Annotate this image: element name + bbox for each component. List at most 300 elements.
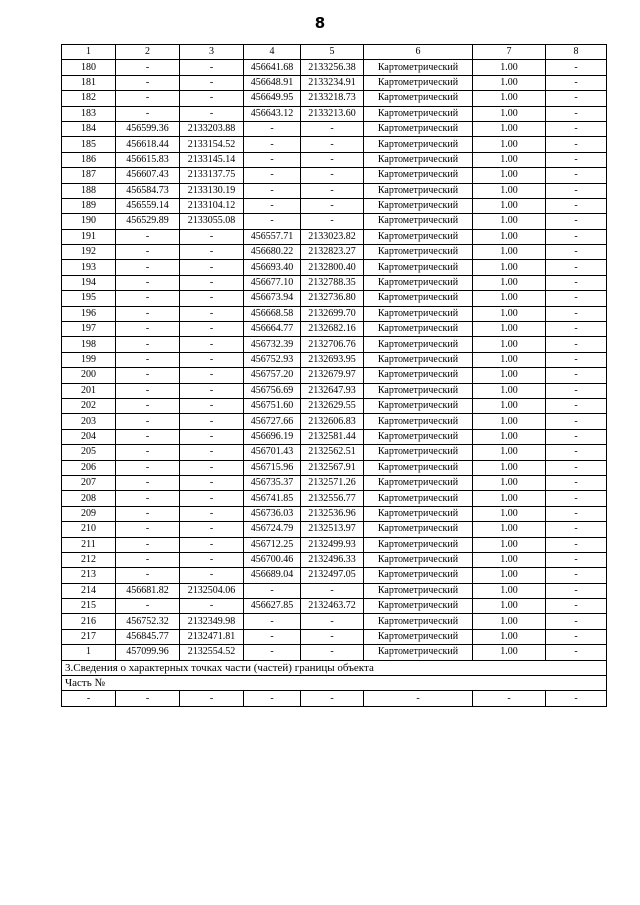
table-cell: - <box>180 691 244 706</box>
table-row <box>62 291 607 306</box>
table-cell: - <box>180 383 244 398</box>
table-cell: 183 <box>62 106 116 121</box>
table-cell: Картометрический <box>364 183 473 198</box>
table-cell: - <box>546 522 607 537</box>
table-row <box>62 552 607 567</box>
table-cell: 456618.44 <box>116 137 180 152</box>
table-cell: - <box>301 198 364 213</box>
table-cell: Картометрический <box>364 599 473 614</box>
table-cell: - <box>364 691 473 706</box>
table-cell: - <box>546 583 607 598</box>
table-row <box>62 614 607 629</box>
table-cell: - <box>180 368 244 383</box>
table-row <box>62 106 607 121</box>
table-cell: - <box>546 537 607 552</box>
table-cell: - <box>180 552 244 567</box>
table-row <box>62 475 607 490</box>
table-cell: - <box>180 106 244 121</box>
table-cell: - <box>116 291 180 306</box>
table-cell: Картометрический <box>364 137 473 152</box>
table-cell: - <box>244 121 301 136</box>
table-cell: - <box>180 291 244 306</box>
table-row <box>62 337 607 352</box>
table-cell: 456845.77 <box>116 629 180 644</box>
table-cell: - <box>546 691 607 706</box>
table-cell: - <box>546 337 607 352</box>
table-cell: - <box>301 629 364 644</box>
table-cell: - <box>546 568 607 583</box>
section-3-title <box>62 660 607 675</box>
table-cell: Картометрический <box>364 629 473 644</box>
table-cell: - <box>301 168 364 183</box>
table-cell: - <box>116 75 180 90</box>
table-cell: 457099.96 <box>116 645 180 660</box>
table-row <box>62 137 607 152</box>
table-cell: 456712.25 <box>244 537 301 552</box>
table-cell: 456715.96 <box>244 460 301 475</box>
section-3-title-text: 3.Сведения о характерных точках части (частей) границы объекта <box>62 660 607 675</box>
table-cell: 2132562.51 <box>301 445 364 460</box>
table-cell: 213 <box>62 568 116 583</box>
table-row <box>62 275 607 290</box>
table-cell: 2132556.77 <box>301 491 364 506</box>
table-cell: Картометрический <box>364 506 473 521</box>
table-row <box>62 460 607 475</box>
table-cell: - <box>546 368 607 383</box>
table-cell: - <box>546 137 607 152</box>
table-row <box>62 168 607 183</box>
table-cell: 456641.68 <box>244 60 301 75</box>
table-cell: 456689.04 <box>244 568 301 583</box>
table-cell: 1.00 <box>473 429 546 444</box>
table-cell: - <box>180 429 244 444</box>
table-cell: - <box>116 91 180 106</box>
table-cell: - <box>546 91 607 106</box>
table-cell: 187 <box>62 168 116 183</box>
table-cell: - <box>180 460 244 475</box>
table-cell: 191 <box>62 229 116 244</box>
table-cell: 184 <box>62 121 116 136</box>
table-cell: 2132463.72 <box>301 599 364 614</box>
table-cell: 1.00 <box>473 491 546 506</box>
table-cell: 2132706.76 <box>301 337 364 352</box>
table-cell: 2132471.81 <box>180 629 244 644</box>
table-cell: 2132788.35 <box>301 275 364 290</box>
table-cell: 1.00 <box>473 121 546 136</box>
table-cell: 1.00 <box>473 414 546 429</box>
table-cell: 1.00 <box>473 260 546 275</box>
table-cell: 2133213.60 <box>301 106 364 121</box>
table-cell: 2133104.12 <box>180 198 244 213</box>
table-cell: 8 <box>546 45 607 60</box>
table-cell: 214 <box>62 583 116 598</box>
table-cell: - <box>546 429 607 444</box>
table-cell: 2133145.14 <box>180 152 244 167</box>
table-cell: - <box>116 429 180 444</box>
table-cell: - <box>116 568 180 583</box>
table-cell: 1 <box>62 645 116 660</box>
table-cell: 1.00 <box>473 229 546 244</box>
table-cell: 2132513.97 <box>301 522 364 537</box>
table-cell: - <box>546 260 607 275</box>
table-cell: 1.00 <box>473 291 546 306</box>
table-row <box>62 152 607 167</box>
table-cell: 456648.91 <box>244 75 301 90</box>
table-cell: 1.00 <box>473 537 546 552</box>
table-cell: 189 <box>62 198 116 213</box>
table-cell: - <box>244 152 301 167</box>
table-cell: - <box>546 322 607 337</box>
table-cell: Картометрический <box>364 152 473 167</box>
table-cell: Картометрический <box>364 352 473 367</box>
table-cell: - <box>546 152 607 167</box>
table-cell: 1.00 <box>473 614 546 629</box>
table-cell: 456751.60 <box>244 398 301 413</box>
table-header-row <box>62 45 607 60</box>
table-cell: 456741.85 <box>244 491 301 506</box>
table-cell: 456724.79 <box>244 522 301 537</box>
table-row <box>62 306 607 321</box>
table-cell: 201 <box>62 383 116 398</box>
table-cell: 456643.12 <box>244 106 301 121</box>
table-cell: - <box>301 183 364 198</box>
table-cell: - <box>116 260 180 275</box>
table-cell: 2133154.52 <box>180 137 244 152</box>
table-cell: 2132736.80 <box>301 291 364 306</box>
table-cell: - <box>180 398 244 413</box>
table-cell: 195 <box>62 291 116 306</box>
table-cell: 1.00 <box>473 91 546 106</box>
table-cell: 2132536.96 <box>301 506 364 521</box>
table-cell: 2132497.05 <box>301 568 364 583</box>
table-cell: 1.00 <box>473 352 546 367</box>
table-cell: 1.00 <box>473 583 546 598</box>
table-cell: Картометрический <box>364 121 473 136</box>
table-cell: - <box>116 275 180 290</box>
table-cell: Картометрический <box>364 229 473 244</box>
table-cell: 456559.14 <box>116 198 180 213</box>
table-cell: 199 <box>62 352 116 367</box>
table-cell: 2132581.44 <box>301 429 364 444</box>
table-cell: 1.00 <box>473 152 546 167</box>
table-row <box>62 629 607 644</box>
table-cell: 210 <box>62 522 116 537</box>
table-row <box>62 599 607 614</box>
table-cell: - <box>116 352 180 367</box>
table-cell: 2132629.55 <box>301 398 364 413</box>
table-cell: - <box>180 229 244 244</box>
table-cell: - <box>546 645 607 660</box>
table-cell: 1.00 <box>473 599 546 614</box>
table-cell: 1.00 <box>473 322 546 337</box>
table-cell: - <box>180 599 244 614</box>
table-cell: - <box>116 475 180 490</box>
table-row <box>62 75 607 90</box>
page-number: 8 <box>314 14 326 32</box>
table-cell: - <box>301 614 364 629</box>
table-cell: - <box>180 506 244 521</box>
table-cell: 1.00 <box>473 398 546 413</box>
table-cell: - <box>244 214 301 229</box>
table-cell: - <box>546 599 607 614</box>
table-cell: - <box>180 260 244 275</box>
table-cell: - <box>546 398 607 413</box>
table-cell: 200 <box>62 368 116 383</box>
table-row <box>62 91 607 106</box>
table-cell: 2132349.98 <box>180 614 244 629</box>
table-cell: - <box>546 75 607 90</box>
table-cell: Картометрический <box>364 645 473 660</box>
table-cell: 1.00 <box>473 106 546 121</box>
table-cell: - <box>473 691 546 706</box>
table-row <box>62 183 607 198</box>
table-cell: - <box>180 475 244 490</box>
table-cell: 2132606.83 <box>301 414 364 429</box>
table-cell: 208 <box>62 491 116 506</box>
table-cell: 1.00 <box>473 198 546 213</box>
table-cell: 1.00 <box>473 306 546 321</box>
table-cell: 2132682.16 <box>301 322 364 337</box>
table-cell: 456735.37 <box>244 475 301 490</box>
table-cell: - <box>180 445 244 460</box>
table-cell: 2132699.70 <box>301 306 364 321</box>
table-cell: 2132496.33 <box>301 552 364 567</box>
table-cell: Картометрический <box>364 583 473 598</box>
table-cell: 204 <box>62 429 116 444</box>
table-cell: 193 <box>62 260 116 275</box>
table-row <box>62 522 607 537</box>
table-cell: - <box>546 552 607 567</box>
table-cell: - <box>116 552 180 567</box>
table-row <box>62 60 607 75</box>
table-cell: 2133130.19 <box>180 183 244 198</box>
table-cell: 206 <box>62 460 116 475</box>
table-cell: Картометрический <box>364 306 473 321</box>
part-number-row-text: Часть № <box>62 676 607 691</box>
table-cell: 6 <box>364 45 473 60</box>
table-cell: - <box>180 91 244 106</box>
table-cell: 209 <box>62 506 116 521</box>
table-cell: 456649.95 <box>244 91 301 106</box>
table-row <box>62 260 607 275</box>
table-cell: - <box>62 691 116 706</box>
table-cell: - <box>116 306 180 321</box>
table-cell: - <box>116 398 180 413</box>
table-cell: Картометрический <box>364 568 473 583</box>
table-cell: Картометрический <box>364 60 473 75</box>
table-cell: 190 <box>62 214 116 229</box>
table-cell: - <box>301 214 364 229</box>
table-cell: 1.00 <box>473 445 546 460</box>
table-cell: Картометрический <box>364 383 473 398</box>
table-cell: - <box>546 445 607 460</box>
table-cell: 2132567.91 <box>301 460 364 475</box>
table-row <box>62 245 607 260</box>
table-cell: 203 <box>62 414 116 429</box>
table-row <box>62 568 607 583</box>
table-cell: 456607.43 <box>116 168 180 183</box>
table-cell: - <box>180 275 244 290</box>
table-cell: - <box>116 383 180 398</box>
table-cell: 1.00 <box>473 368 546 383</box>
table-cell: Картометрический <box>364 552 473 567</box>
table-cell: 2133256.38 <box>301 60 364 75</box>
table-row <box>62 429 607 444</box>
table-cell: Картометрический <box>364 260 473 275</box>
table-cell: 1.00 <box>473 60 546 75</box>
table-cell: - <box>244 614 301 629</box>
table-cell: - <box>546 245 607 260</box>
table-cell: Картометрический <box>364 522 473 537</box>
table-cell: 1.00 <box>473 245 546 260</box>
table-cell: 211 <box>62 537 116 552</box>
table-cell: 2132800.40 <box>301 260 364 275</box>
table-row <box>62 414 607 429</box>
table-cell: - <box>546 383 607 398</box>
table-cell: - <box>180 491 244 506</box>
table-row <box>62 368 607 383</box>
table-cell: 456615.83 <box>116 152 180 167</box>
table-cell: - <box>546 414 607 429</box>
table-cell: 2133234.91 <box>301 75 364 90</box>
table-cell: 456757.20 <box>244 368 301 383</box>
table-cell: - <box>180 322 244 337</box>
table-cell: Картометрический <box>364 91 473 106</box>
table-cell: - <box>244 645 301 660</box>
table-cell: - <box>116 522 180 537</box>
table-cell: - <box>546 168 607 183</box>
table-row <box>62 537 607 552</box>
table-cell: - <box>116 322 180 337</box>
table-cell: 2132554.52 <box>180 645 244 660</box>
table-row <box>62 198 607 213</box>
table-cell: 1.00 <box>473 460 546 475</box>
table-cell: - <box>546 291 607 306</box>
table-row <box>62 645 607 660</box>
table-cell: - <box>301 583 364 598</box>
table-row <box>62 445 607 460</box>
table-cell: - <box>244 583 301 598</box>
table-row <box>62 691 607 706</box>
table-cell: 196 <box>62 306 116 321</box>
table-cell: - <box>244 691 301 706</box>
table-cell: - <box>180 306 244 321</box>
table-cell: - <box>180 75 244 90</box>
table-cell: 198 <box>62 337 116 352</box>
table-cell: 5 <box>301 45 364 60</box>
table-cell: 2132693.95 <box>301 352 364 367</box>
table-cell: 1.00 <box>473 629 546 644</box>
table-cell: - <box>180 352 244 367</box>
table-cell: 2133137.75 <box>180 168 244 183</box>
table-row <box>62 229 607 244</box>
table-cell: 1.00 <box>473 137 546 152</box>
table-cell: 4 <box>244 45 301 60</box>
table-cell: 456677.10 <box>244 275 301 290</box>
table-cell: Картометрический <box>364 414 473 429</box>
table-cell: Картометрический <box>364 537 473 552</box>
table-cell: - <box>116 506 180 521</box>
table-cell: - <box>116 368 180 383</box>
table-cell: - <box>546 506 607 521</box>
table-cell: 216 <box>62 614 116 629</box>
table-cell: - <box>116 691 180 706</box>
table-cell: - <box>244 183 301 198</box>
table-cell: Картометрический <box>364 106 473 121</box>
table-row <box>62 121 607 136</box>
table-cell: - <box>546 121 607 136</box>
table-cell: 217 <box>62 629 116 644</box>
table-cell: - <box>116 229 180 244</box>
table-cell: 186 <box>62 152 116 167</box>
table-cell: - <box>301 645 364 660</box>
table-cell: - <box>116 460 180 475</box>
table-cell: 456693.40 <box>244 260 301 275</box>
table-row <box>62 398 607 413</box>
table-row <box>62 383 607 398</box>
table-cell: - <box>546 275 607 290</box>
table-cell: - <box>546 60 607 75</box>
table-cell: - <box>546 106 607 121</box>
table-cell: 1.00 <box>473 183 546 198</box>
table-cell: 1.00 <box>473 552 546 567</box>
table-cell: - <box>546 614 607 629</box>
table-cell: Картометрический <box>364 291 473 306</box>
table-cell: - <box>116 106 180 121</box>
table-cell: 180 <box>62 60 116 75</box>
part-number-row <box>62 676 607 691</box>
table-cell: 456584.73 <box>116 183 180 198</box>
table-cell: 1 <box>62 45 116 60</box>
table-cell: 456752.32 <box>116 614 180 629</box>
table-cell: - <box>546 198 607 213</box>
table-cell: Картометрический <box>364 75 473 90</box>
table-cell: 2133023.82 <box>301 229 364 244</box>
table-cell: - <box>180 245 244 260</box>
table-cell: 456756.69 <box>244 383 301 398</box>
table-cell: 3 <box>180 45 244 60</box>
table-row <box>62 214 607 229</box>
table-cell: - <box>546 629 607 644</box>
table-cell: - <box>546 306 607 321</box>
table-cell: 456664.77 <box>244 322 301 337</box>
table-cell: Картометрический <box>364 322 473 337</box>
table-cell: 2132823.27 <box>301 245 364 260</box>
table-cell: - <box>244 629 301 644</box>
table-cell: Картометрический <box>364 168 473 183</box>
table-cell: - <box>546 214 607 229</box>
table-cell: - <box>546 460 607 475</box>
table-cell: - <box>116 537 180 552</box>
table-cell: - <box>116 599 180 614</box>
table-cell: 1.00 <box>473 475 546 490</box>
table-row <box>62 322 607 337</box>
table-cell: 456668.58 <box>244 306 301 321</box>
table-cell: 182 <box>62 91 116 106</box>
table-cell: 1.00 <box>473 506 546 521</box>
table-cell: 194 <box>62 275 116 290</box>
table-cell: - <box>180 522 244 537</box>
table-cell: 456557.71 <box>244 229 301 244</box>
table-cell: 202 <box>62 398 116 413</box>
table-cell: 2133055.08 <box>180 214 244 229</box>
table-cell: 1.00 <box>473 275 546 290</box>
table-cell: - <box>116 245 180 260</box>
table-cell: Картометрический <box>364 214 473 229</box>
table-cell: Картометрический <box>364 429 473 444</box>
table-cell: Картометрический <box>364 337 473 352</box>
table-cell: 215 <box>62 599 116 614</box>
